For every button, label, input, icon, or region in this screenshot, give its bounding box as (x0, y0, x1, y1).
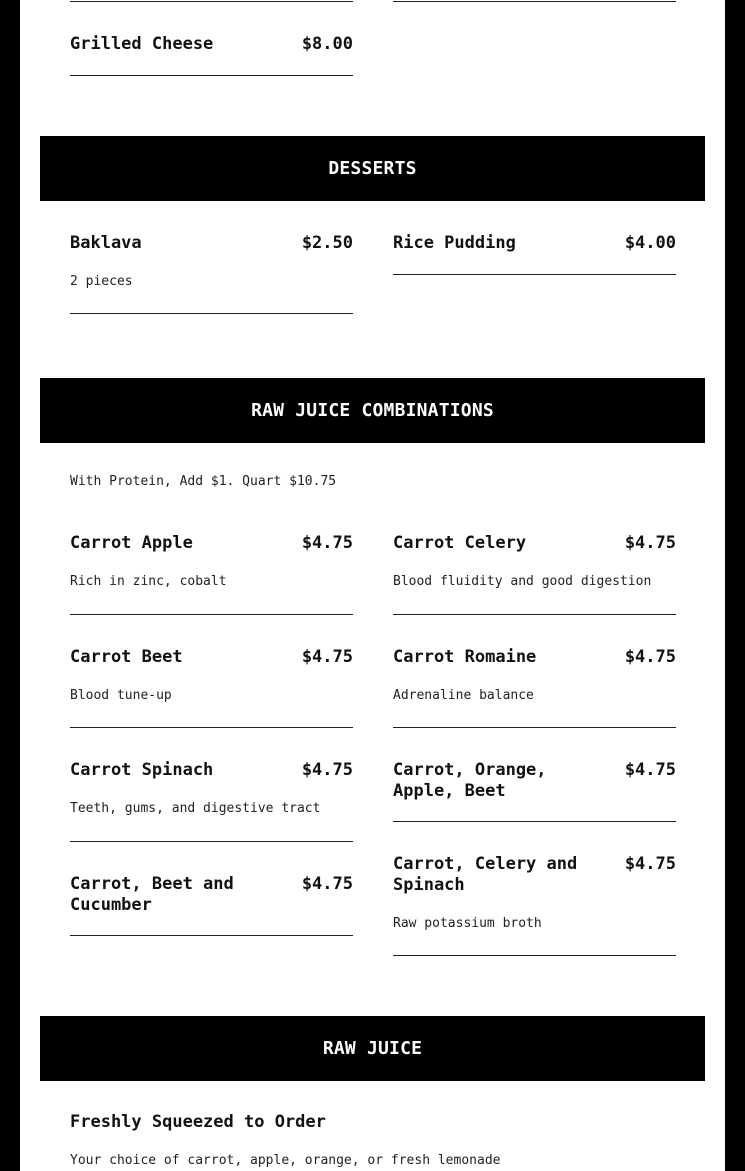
item-name: Carrot, Celery and Spinach (393, 854, 578, 895)
item-description: Teeth, gums, and digestive tract (70, 801, 321, 816)
divider (70, 841, 353, 842)
item-description: Raw potassium broth (393, 916, 542, 931)
item-name: Carrot Spinach (70, 760, 214, 780)
item-price: $4.75 (301, 760, 353, 780)
item-price: $8.00 (301, 34, 353, 54)
divider (70, 1, 353, 2)
item-price: $4.75 (624, 854, 676, 874)
divider (393, 274, 676, 275)
divider (393, 727, 676, 728)
menu-item (393, 647, 676, 704)
section-note: With Protein, Add $1. Quart $10.75 (70, 474, 337, 489)
item-name: Carrot Romaine (393, 647, 537, 667)
menu-item (70, 760, 353, 817)
menu-item (70, 34, 353, 55)
section-description: Your choice of carrot, apple, orange, or fresh lemonade (70, 1153, 501, 1168)
item-description: Blood tune-up (70, 688, 172, 703)
item-description: Adrenaline balance (393, 688, 534, 703)
divider (70, 614, 353, 615)
item-price: $4.00 (624, 233, 676, 253)
item-description: 2 pieces (70, 274, 133, 289)
item-name: Carrot Apple (70, 533, 193, 553)
item-name: Carrot Celery (393, 533, 527, 553)
menu-item (70, 647, 353, 704)
section-banner-raw-juice-combinations: RAW JUICE COMBINATIONS (40, 378, 705, 443)
item-price: $4.75 (624, 533, 676, 553)
item-price: $4.75 (301, 874, 353, 894)
item-name: Grilled Cheese (70, 34, 214, 54)
section-subtitle: Freshly Squeezed to Order (70, 1112, 326, 1132)
item-price: $4.75 (301, 647, 353, 667)
menu-item (393, 854, 676, 932)
item-name: Carrot, Beet and Cucumber (70, 874, 234, 915)
item-name: Carrot Beet (70, 647, 183, 667)
divider (393, 821, 676, 822)
divider (70, 727, 353, 728)
item-description: Rich in zinc, cobalt (70, 574, 227, 589)
item-name: Carrot, Orange, Apple, Beet (393, 760, 547, 801)
menu-item (70, 533, 353, 590)
menu-item (393, 760, 676, 802)
item-name: Rice Pudding (393, 233, 516, 253)
divider (70, 75, 353, 76)
menu-item (393, 233, 676, 254)
item-price: $2.50 (301, 233, 353, 253)
menu-page (20, 0, 725, 1171)
section-banner-raw-juice: RAW JUICE (40, 1016, 705, 1081)
divider (70, 935, 353, 936)
item-name: Baklava (70, 233, 142, 253)
divider (70, 313, 353, 314)
item-price: $4.75 (301, 533, 353, 553)
section-banner-desserts: DESSERTS (40, 136, 705, 201)
item-price: $4.75 (624, 647, 676, 667)
menu-item (70, 874, 353, 916)
menu-item (393, 533, 676, 590)
divider (393, 614, 676, 615)
divider (393, 1, 676, 2)
item-description: Blood fluidity and good digestion (393, 574, 652, 589)
divider (393, 955, 676, 956)
item-price: $4.75 (624, 760, 676, 780)
menu-item (70, 233, 353, 290)
